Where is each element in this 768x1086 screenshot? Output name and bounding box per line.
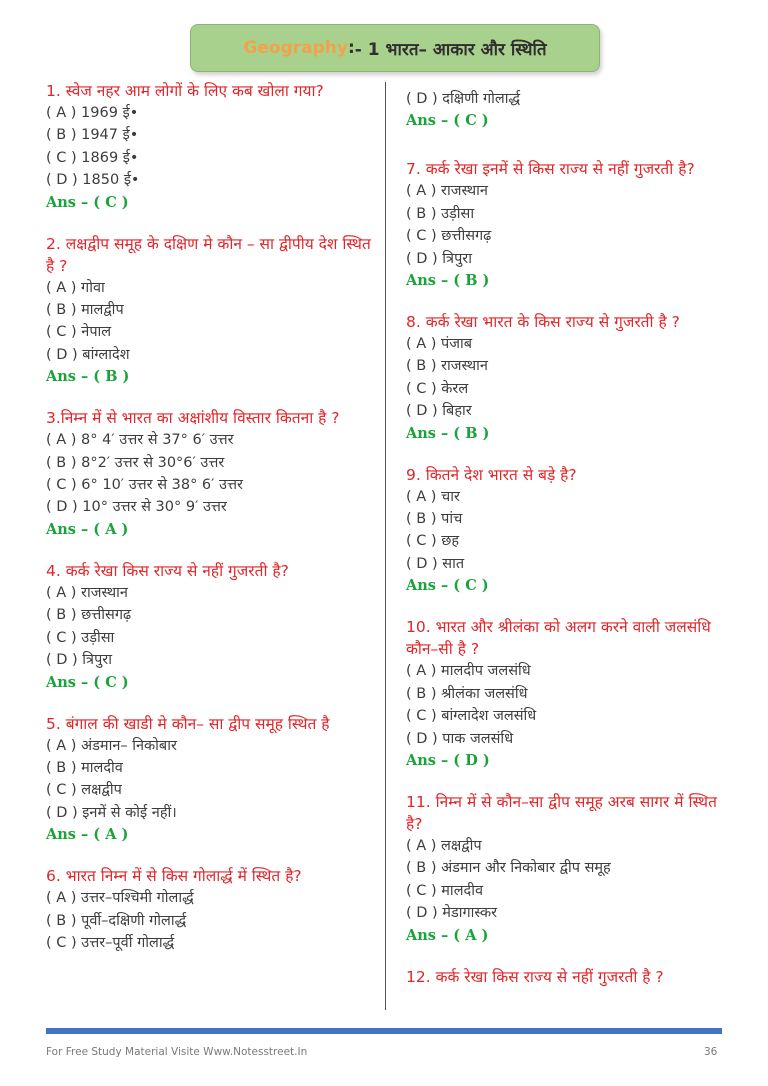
question-text: 8. कर्क रेखा भारत के किस राज्य से गुजरती है ? (406, 313, 680, 332)
answer: Ans – ( B ) (406, 272, 490, 290)
question-block (406, 791, 724, 947)
question-block (46, 233, 378, 389)
question-block (406, 464, 724, 598)
option: ( B ) अंडमान और निकोबार द्वीप समूह (406, 860, 611, 877)
option: ( B ) पांच (406, 511, 463, 528)
option: ( A ) अंडमान– निकोबार (46, 737, 177, 754)
option: ( C ) उड़ीसा (46, 629, 115, 646)
option: ( C ) उत्तर–पूर्वी गोलार्द्ध (46, 934, 175, 951)
answer: Ans – ( B ) (46, 368, 130, 386)
option: ( D ) 10° उत्तर से 30° 9′ उत्तर (46, 499, 227, 516)
answer: Ans – ( C ) (406, 577, 489, 595)
option: ( A ) लक्षद्वीप (406, 837, 482, 854)
option: ( C ) 6° 10′ उत्तर से 38° 6′ उत्तर (46, 477, 243, 494)
option: ( D ) बांग्लादेश (46, 346, 130, 363)
option: ( B ) पूर्वी–दक्षिणी गोलार्द्ध (46, 912, 187, 929)
option: ( B ) मालद्वीप (46, 302, 124, 319)
option: ( A ) 8° 4′ उत्तर से 37° 6′ उत्तर (46, 432, 234, 449)
question-text: 4. कर्क रेखा किस राज्य से नहीं गुजरती है? (46, 561, 289, 580)
question-6-continued (406, 88, 724, 132)
question-text: 6. भारत निम्न में से किस गोलार्द्ध में स्थित है? (46, 867, 302, 886)
question-block (46, 713, 378, 847)
question-block (406, 616, 724, 772)
answer: Ans – ( A ) (406, 926, 489, 944)
option: ( D ) इनमें से कोई नहीं। (46, 804, 177, 821)
option: ( A ) चार (406, 488, 460, 505)
right-column (406, 88, 724, 1007)
option: ( B ) 1947 ई• (46, 127, 139, 144)
option: ( A ) मालदीप जलसंधि (406, 663, 531, 680)
option: ( D ) पाक जलसंधि (406, 730, 514, 747)
option: ( A ) पंजाब (406, 336, 473, 353)
question-text: 11. निम्न में से कौन–सा द्वीप समूह अरब सागर में स्थित है? (406, 792, 717, 833)
answer: Ans – ( B ) (406, 424, 490, 442)
question-text: 10. भारत और श्रीलंका को अलग करने वाली जलसंधि कौन–सी है ? (406, 618, 711, 659)
page-number: 36 (704, 1046, 718, 1058)
option: ( D ) बिहार (406, 403, 472, 420)
question-text: 7. कर्क रेखा इनमें से किस राज्य से नहीं गुजरती है? (406, 160, 695, 179)
option: ( A ) गोवा (46, 279, 105, 296)
option: ( D ) त्रिपुरा (406, 250, 472, 267)
page-header (190, 24, 600, 72)
option: ( B ) उड़ीसा (406, 205, 475, 222)
header-colon: : (347, 38, 355, 58)
option: ( D ) सात (406, 555, 465, 572)
answer: Ans – ( C ) (46, 193, 129, 211)
option: ( C ) मालदीव (406, 882, 484, 899)
option: ( B ) राजस्थान (406, 358, 488, 375)
header-subject: Geography (243, 38, 348, 58)
option: ( B ) मालदीव (46, 759, 123, 776)
option: ( C ) केरल (406, 380, 469, 397)
answer: Ans – ( A ) (46, 826, 129, 844)
answer: Ans – ( D ) (406, 751, 490, 769)
question-block (46, 407, 378, 541)
answer: Ans – ( C ) (406, 112, 489, 130)
option: ( D ) त्रिपुरा (46, 652, 112, 669)
question-text: 3.निम्न में से भारत का अक्षांशीय विस्तार कितना है ? (46, 409, 340, 428)
option: ( B ) श्रीलंका जलसंधि (406, 685, 528, 702)
question-text: 1. स्वेज नहर आम लोगों के लिए कब खोला गया? (46, 82, 324, 100)
question-block (46, 865, 378, 954)
option: ( C ) लक्षद्वीप (46, 782, 122, 799)
option: ( B ) छत्तीसगढ़ (46, 607, 132, 624)
answer: Ans – ( C ) (46, 673, 129, 691)
left-column (46, 80, 378, 973)
option: ( A ) राजस्थान (46, 584, 128, 601)
footer-text: For Free Study Material Visite Www.Notesstreet.In (46, 1046, 308, 1058)
option: ( A ) उत्तर–पश्चिमी गोलार्द्ध (46, 890, 194, 907)
footer-rule (46, 1028, 722, 1034)
option: ( C ) छत्तीसगढ़ (406, 228, 492, 245)
column-divider (385, 82, 386, 1010)
option: ( C ) नेपाल (46, 324, 112, 341)
option: ( A ) राजस्थान (406, 183, 488, 200)
question-block (406, 966, 724, 988)
question-block (46, 80, 378, 214)
option: ( C ) छह (406, 533, 460, 550)
option: ( C ) बांग्लादेश जलसंधि (406, 708, 537, 725)
question-text: 12. कर्क रेखा किस राज्य से नहीं गुजरती है ? (406, 967, 664, 986)
question-block (406, 158, 724, 292)
header-title: - 1 भारत– आकार और स्थिति (354, 39, 547, 60)
option: ( B ) 8°2′ उत्तर से 30°6′ उत्तर (46, 454, 225, 471)
question-text: 2. लक्षद्वीप समूह के दक्षिण मे कौन – सा द्वीपीय देश स्थित है ? (46, 234, 371, 275)
question-block (46, 560, 378, 694)
question-text: 9. कितने देश भारत से बड़े है? (406, 465, 577, 484)
option: ( C ) 1869 ई• (46, 149, 139, 166)
option: ( A ) 1969 ई• (46, 105, 139, 121)
option: ( D ) 1850 ई• (46, 172, 140, 189)
answer: Ans – ( A ) (46, 520, 129, 538)
option: ( D ) दक्षिणी गोलार्द्ध (406, 91, 521, 107)
question-block (406, 311, 724, 445)
question-text: 5. बंगाल की खाडी मे कौन– सा द्वीप समूह स्थित है (46, 714, 330, 733)
option: ( D ) मेडागास्कर (406, 905, 498, 922)
